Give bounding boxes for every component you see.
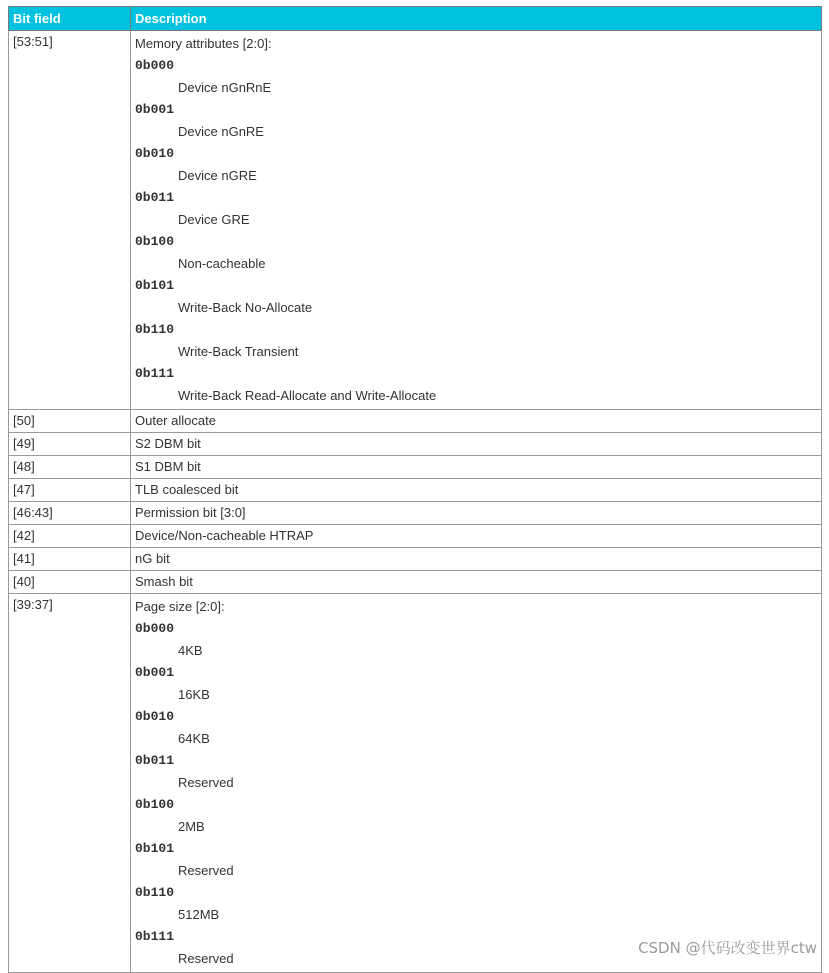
bit-field-cell: [42] bbox=[9, 525, 131, 548]
encoding-entry bbox=[135, 231, 817, 275]
encoding-meaning: Device nGnRnE bbox=[178, 80, 272, 95]
csdn-watermark: CSDN @代码改变世界ctw bbox=[638, 939, 817, 957]
description-cell: S1 DBM bit bbox=[131, 456, 822, 479]
encoding-entry bbox=[135, 99, 817, 143]
table-row bbox=[9, 479, 822, 502]
table-row bbox=[9, 433, 822, 456]
table-row bbox=[9, 525, 822, 548]
encoding-entry bbox=[135, 706, 817, 750]
table-body bbox=[9, 31, 822, 973]
description-cell: Device/Non-cacheable HTRAP bbox=[131, 525, 822, 548]
encoding-entry bbox=[135, 363, 817, 407]
encoding-code: 0b111 bbox=[135, 929, 175, 944]
encoding-entry bbox=[135, 662, 817, 706]
description-cell bbox=[131, 31, 822, 410]
encoding-meaning: 4KB bbox=[178, 643, 203, 658]
bit-field-cell: [53:51] bbox=[9, 31, 131, 410]
table-row bbox=[9, 571, 822, 594]
table-row bbox=[9, 594, 822, 973]
description-cell: Smash bit bbox=[131, 571, 822, 594]
encoding-code: 0b000 bbox=[135, 58, 175, 73]
description-cell bbox=[131, 594, 822, 973]
encoding-code: 0b110 bbox=[135, 322, 175, 337]
bit-field-cell: [47] bbox=[9, 479, 131, 502]
description-intro: Page size [2:0]: bbox=[135, 599, 225, 614]
encoding-meaning: 512MB bbox=[178, 907, 220, 922]
table-row bbox=[9, 31, 822, 410]
encoding-code: 0b101 bbox=[135, 841, 175, 856]
encoding-code: 0b110 bbox=[135, 885, 175, 900]
encoding-meaning: Device nGnRE bbox=[178, 124, 264, 139]
encoding-meaning: 2MB bbox=[178, 819, 205, 834]
bit-field-cell: [48] bbox=[9, 456, 131, 479]
description-cell: S2 DBM bit bbox=[131, 433, 822, 456]
encoding-code: 0b011 bbox=[135, 190, 175, 205]
encoding-meaning: Reserved bbox=[178, 775, 234, 790]
table-row bbox=[9, 410, 822, 433]
encoding-entry bbox=[135, 750, 817, 794]
description-cell: nG bit bbox=[131, 548, 822, 571]
encoding-meaning: 16KB bbox=[178, 687, 210, 702]
encoding-meaning: Device nGRE bbox=[178, 168, 257, 183]
bit-field-table bbox=[8, 6, 822, 973]
encoding-meaning: Write-Back Read-Allocate and Write-Allocate bbox=[178, 388, 437, 403]
encoding-meaning: Reserved bbox=[178, 951, 234, 966]
table-header-row bbox=[9, 7, 822, 31]
encoding-entry bbox=[135, 275, 817, 319]
table-row bbox=[9, 548, 822, 571]
header-description: Description bbox=[131, 7, 822, 31]
encoding-entry bbox=[135, 187, 817, 231]
bit-field-cell: [46:43] bbox=[9, 502, 131, 525]
encoding-meaning: Write-Back No-Allocate bbox=[178, 300, 313, 315]
encoding-meaning: Device GRE bbox=[178, 212, 250, 227]
encoding-code: 0b100 bbox=[135, 797, 175, 812]
encoding-entry bbox=[135, 319, 817, 363]
bit-field-cell: [41] bbox=[9, 548, 131, 571]
encoding-entry bbox=[135, 143, 817, 187]
encoding-code: 0b001 bbox=[135, 665, 175, 680]
bit-field-cell: [40] bbox=[9, 571, 131, 594]
encoding-code: 0b010 bbox=[135, 709, 175, 724]
encoding-entry bbox=[135, 882, 817, 926]
encoding-code: 0b111 bbox=[135, 366, 175, 381]
encoding-meaning: Write-Back Transient bbox=[178, 344, 299, 359]
table-row bbox=[9, 502, 822, 525]
encoding-meaning: 64KB bbox=[178, 731, 210, 746]
table-row bbox=[9, 456, 822, 479]
encoding-code: 0b001 bbox=[135, 102, 175, 117]
encoding-meaning: Non-cacheable bbox=[178, 256, 266, 271]
bit-field-cell: [39:37] bbox=[9, 594, 131, 973]
bit-field-cell: [50] bbox=[9, 410, 131, 433]
encoding-entry bbox=[135, 794, 817, 838]
header-bit-field: Bit field bbox=[9, 7, 131, 31]
encoding-entry bbox=[135, 838, 817, 882]
bit-field-cell: [49] bbox=[9, 433, 131, 456]
description-cell: Permission bit [3:0] bbox=[131, 502, 822, 525]
encoding-meaning: Reserved bbox=[178, 863, 234, 878]
encoding-code: 0b010 bbox=[135, 146, 175, 161]
encoding-code: 0b000 bbox=[135, 621, 175, 636]
encoding-code: 0b101 bbox=[135, 278, 175, 293]
description-cell: TLB coalesced bit bbox=[131, 479, 822, 502]
description-intro: Memory attributes [2:0]: bbox=[135, 36, 272, 51]
encoding-code: 0b011 bbox=[135, 753, 175, 768]
encoding-code: 0b100 bbox=[135, 234, 175, 249]
description-cell: Outer allocate bbox=[131, 410, 822, 433]
encoding-entry bbox=[135, 618, 817, 662]
encoding-entry bbox=[135, 55, 817, 99]
